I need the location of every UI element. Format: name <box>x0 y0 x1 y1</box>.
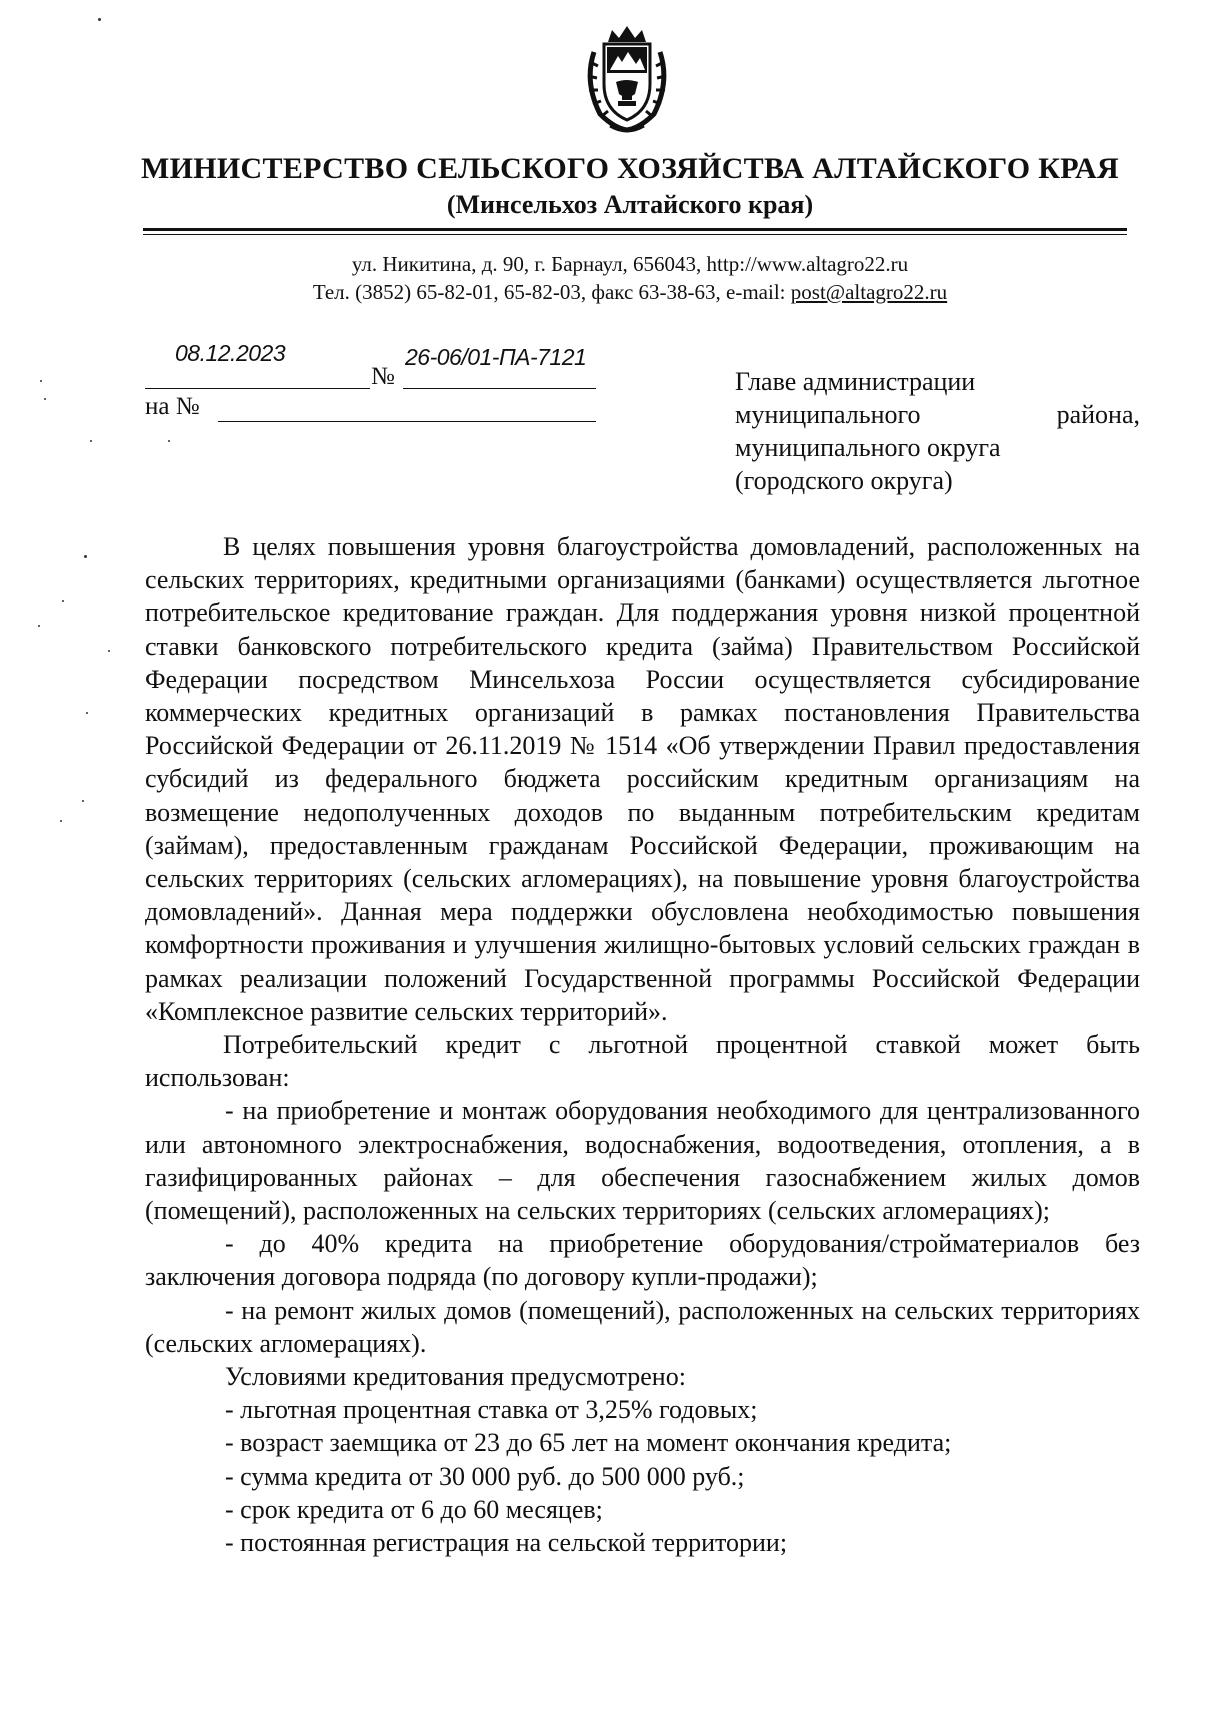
scan-speck <box>62 600 64 602</box>
condition-item: - сумма кредита от 30 000 руб. до 500 000 руб.; <box>225 1461 745 1491</box>
ministry-short-name: (Минсельхоз Алтайского края) <box>446 190 814 219</box>
ministry-contacts <box>120 280 1140 305</box>
letter-number: 26-06/01-ПА-7121 <box>405 344 587 370</box>
addressee-line: муниципального округа <box>735 433 1001 462</box>
contacts-text: Тел. (3852) 65-82-01, 65-82-03, факс 63-38-63, e-mail: <box>312 280 791 304</box>
scan-speck <box>60 820 62 822</box>
number-sign: № <box>371 363 395 390</box>
addressee-line: Главе администрации <box>735 367 976 396</box>
letter-body <box>145 530 1140 1559</box>
ministry-address: ул. Никитина, д. 90, г. Барнаул, 656043, http://www.altagro22.ru <box>351 252 909 276</box>
scan-speck <box>38 625 40 627</box>
body-paragraph: Потребительский кредит с льготной процентной ставкой может быть использован: <box>145 1030 1140 1093</box>
date-underline <box>145 388 370 389</box>
scan-speck <box>82 800 84 802</box>
addressee-block <box>735 365 1140 497</box>
header-rule-thin <box>143 234 1127 235</box>
scan-speck <box>86 712 88 714</box>
scan-speck <box>90 440 92 442</box>
scan-speck <box>40 380 42 382</box>
scan-speck <box>168 440 170 442</box>
email-link[interactable]: post@altagro22.ru <box>790 280 948 304</box>
use-item: - на ремонт жилых домов (помещений), расположенных на сельских территориях (сельских агломерациях). <box>145 1295 1140 1358</box>
letter-date: 08.12.2023 <box>175 340 286 366</box>
use-item: - до 40% кредита на приобретение оборудования/стройматериалов без заключения договора подряда (по договору купли-продажи); <box>145 1229 1140 1292</box>
use-item: - на приобретение и монтаж оборудования необходимого для централизованного или автономного электроснабжения, водоснабжения, водоотведения, отопления, а в газифицированных районах – для обеспечения газоснабжением жилых домов (помещений), расположенных на сельских территориях (сельских агломерациях); <box>145 1096 1140 1226</box>
addressee-line: муниципального района, <box>735 400 1140 429</box>
scan-speck <box>84 555 87 558</box>
reply-to-label: на № <box>145 393 200 420</box>
ministry-name: МИНИСТЕРСТВО СЕЛЬСКОГО ХОЗЯЙСТВА АЛТАЙСКОГО КРАЯ <box>141 152 1119 185</box>
condition-item: - постоянная регистрация на сельской территории; <box>225 1528 788 1558</box>
condition-item: - возраст заемщика от 23 до 65 лет на момент окончания кредита; <box>225 1428 952 1458</box>
conditions-title: Условиями кредитования предусмотрено: <box>225 1362 686 1392</box>
number-underline <box>403 388 596 389</box>
condition-item: - льготная процентная ставка от 3,25% годовых; <box>225 1395 758 1425</box>
scan-speck <box>108 650 110 652</box>
body-paragraph: В целях повышения уровня благоустройства домовладений, расположенных на сельских территориях, кредитными организациями (банками) осуществляется льготное потребительское кредитование граждан. Для поддержания уровня низкой процентной ставки банковского потребительского кредита (займа) Правительством Российской Федерации посредством Минсельхоза России осуществляется субсидирование коммерческих кредитных организаций в рамках постановления Правительства Российской Федерации от 26.11.2019 № 1514 «Об утверждении Правил предоставления субсидий из федерального бюджета российским кредитным организациям на возмещение недополученных доходов по выданным потребительским кредитам (займам), предоставленным гражданам Российской Федерации, проживающим на сельских территориях (сельских агломерациях), на повышение уровня благоустройства домовладений». Данная мера поддержки обусловлена необходимостью повышения комфортности проживания и улучшения жилищно-бытовых условий сельских граждан в рамках реализации положений Государственной программы Российской Федерации «Комплексное развитие сельских территорий». <box>145 532 1140 1026</box>
header-rule <box>143 228 1127 231</box>
altai-krai-coat-of-arms-icon <box>580 22 674 134</box>
condition-item: - срок кредита от 6 до 60 месяцев; <box>225 1494 603 1524</box>
addressee-line: (городского округа) <box>735 466 953 495</box>
scan-speck <box>44 398 46 400</box>
reply-to-underline <box>218 421 596 422</box>
scan-speck <box>98 18 101 21</box>
